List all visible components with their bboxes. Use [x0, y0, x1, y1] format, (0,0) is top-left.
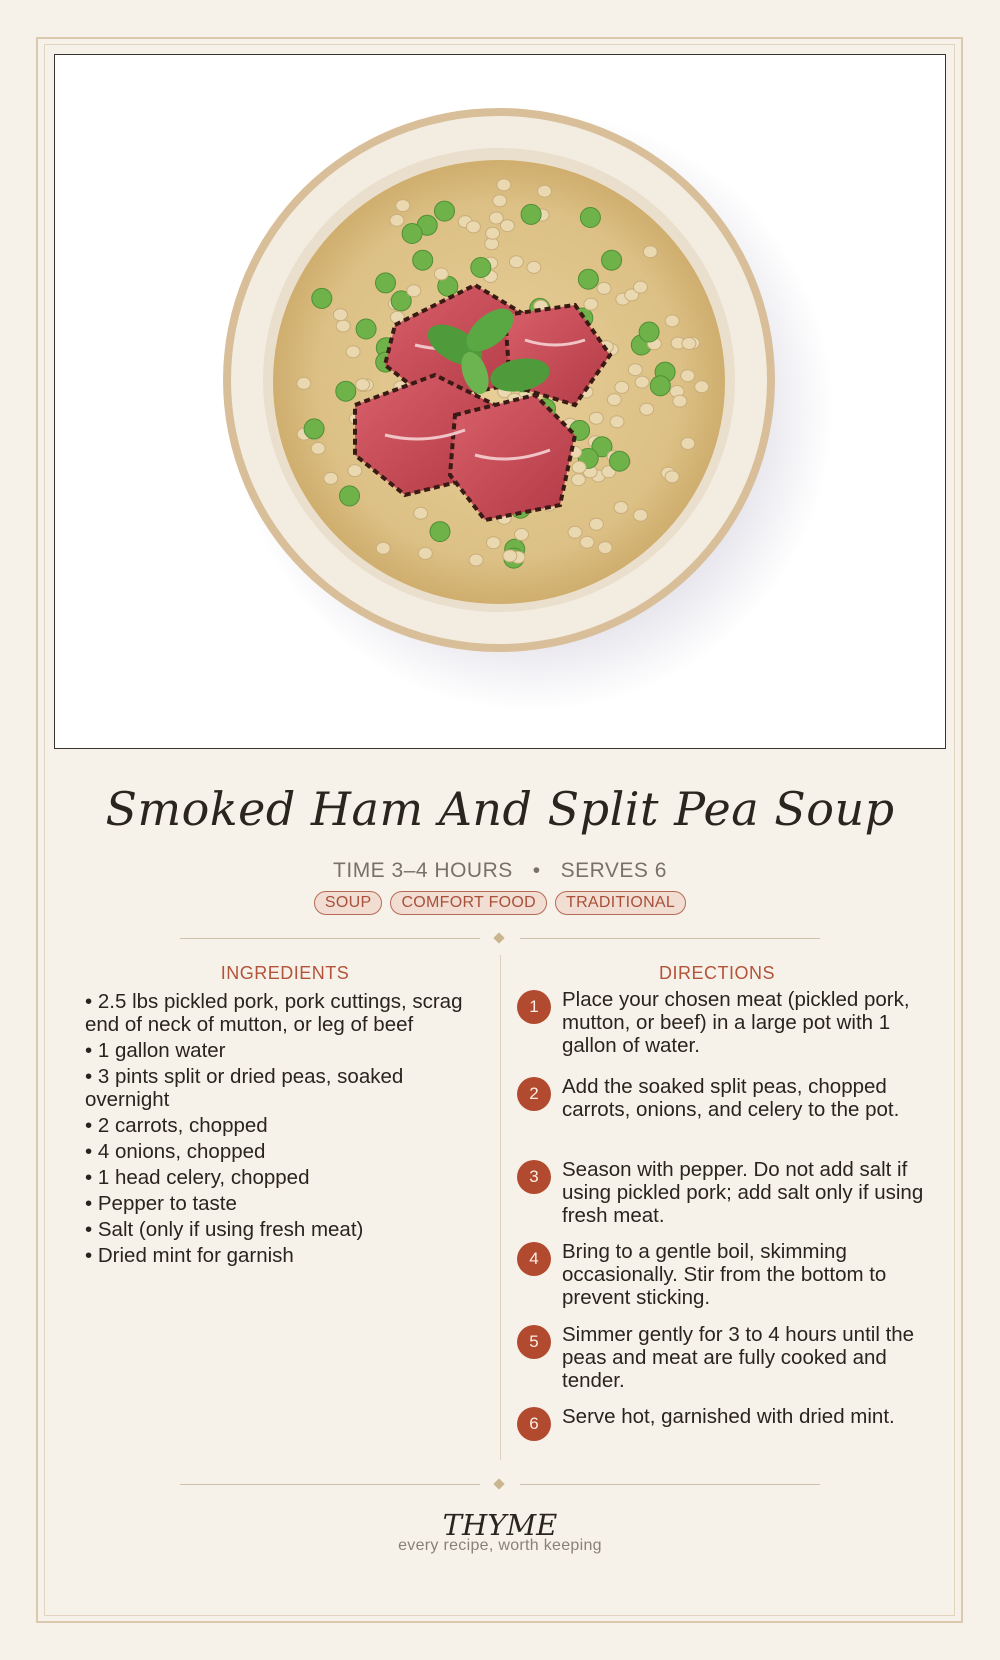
meta-separator: •	[532, 859, 541, 882]
step-text: Place your chosen meat (pickled pork, mutton, or beef) in a large pot with 1 gallon of water.	[562, 988, 910, 1057]
lentil	[346, 346, 360, 358]
lentil	[336, 320, 350, 332]
lentil	[376, 542, 390, 554]
lentil	[643, 246, 657, 258]
lentil	[695, 381, 709, 393]
tag-soup: SOUP	[314, 891, 383, 915]
pea	[580, 208, 600, 228]
ingredient-item: • Dried mint for garnish	[85, 1244, 294, 1267]
soup-illustration	[54, 54, 946, 749]
lentil	[598, 542, 612, 554]
step-number-badge: 2	[517, 1077, 551, 1111]
ingredient-item: • 1 head celery, chopped	[85, 1166, 310, 1189]
pea	[435, 201, 455, 221]
pea	[413, 250, 433, 270]
ingredients-heading: INGREDIENTS	[220, 963, 350, 983]
ingredient-item: • 3 pints split or dried peas, soaked overnight	[85, 1065, 404, 1111]
pea	[639, 322, 659, 342]
ingredient-item: • Salt (only if using fresh meat)	[85, 1218, 364, 1241]
recipe-meta	[0, 859, 1000, 883]
lentil	[414, 507, 428, 519]
lentil	[311, 442, 325, 454]
soup-bowl-image	[55, 55, 946, 749]
brand-logo: THYME	[442, 1508, 558, 1542]
lentil	[628, 364, 642, 376]
ingredient-item: • 1 gallon water	[85, 1039, 226, 1062]
lentil	[497, 179, 511, 191]
pea	[312, 288, 332, 308]
lentil	[584, 298, 598, 310]
recipe-title: Smoked Ham And Split Pea Soup	[105, 782, 895, 836]
ingredients-list	[85, 990, 475, 1270]
lentil	[635, 376, 649, 388]
directions-heading: DIRECTIONS	[658, 963, 775, 983]
lentil	[589, 412, 603, 424]
lentil	[407, 285, 421, 297]
diamond-ornament	[493, 1478, 504, 1489]
lentil	[390, 214, 404, 226]
pea	[356, 319, 376, 339]
bottom-divider	[180, 1478, 820, 1492]
column-divider	[500, 955, 501, 1460]
lentil	[396, 200, 410, 212]
lentil	[634, 509, 648, 521]
lentil	[681, 438, 695, 450]
lentil	[640, 403, 654, 415]
lentil	[607, 394, 621, 406]
lentil	[515, 529, 529, 541]
lentil	[568, 526, 582, 538]
pea	[602, 250, 622, 270]
step-text: Add the soaked split peas, chopped carrots, onions, and celery to the pot.	[562, 1075, 900, 1121]
lentil	[538, 185, 552, 197]
lentil	[597, 282, 611, 294]
pea	[650, 376, 670, 396]
lentil	[486, 537, 500, 549]
ingredient-item: • Pepper to taste	[85, 1192, 237, 1215]
brand-tagline: every recipe, worth keeping	[398, 1537, 602, 1554]
cook-time: TIME 3–4 HOURS	[333, 859, 513, 882]
lentil	[493, 195, 507, 207]
diamond-ornament	[493, 932, 504, 943]
step-number-badge: 3	[517, 1160, 551, 1194]
pea	[578, 269, 598, 289]
lentil	[509, 256, 523, 268]
pea	[471, 258, 491, 278]
step-number-badge: 6	[517, 1407, 551, 1441]
top-divider	[180, 932, 820, 946]
lentil	[333, 309, 347, 321]
lentil	[297, 377, 311, 389]
tag-comfort-food: COMFORT FOOD	[390, 891, 547, 915]
tag-traditional: TRADITIONAL	[555, 891, 686, 915]
step-text: Simmer gently for 3 to 4 hours until the peas and meat are fully cooked and tender.	[562, 1323, 915, 1392]
lentil	[356, 379, 370, 391]
step-number-badge: 4	[517, 1242, 551, 1276]
pea	[336, 381, 356, 401]
pea	[610, 451, 630, 471]
pea	[402, 224, 422, 244]
lentil	[571, 474, 585, 486]
pea	[304, 419, 324, 439]
lentil	[610, 416, 624, 428]
lentil	[503, 550, 517, 562]
lentil	[634, 281, 648, 293]
lentil	[527, 261, 541, 273]
tag-list	[0, 891, 1000, 915]
lentil	[614, 502, 628, 514]
ingredient-item: • 2.5 lbs pickled pork, pork cuttings, scrag end of neck of mutton, or leg of beef	[85, 990, 463, 1036]
lentil	[673, 395, 687, 407]
step-text: Bring to a gentle boil, skimming occasionally. Stir from the bottom to prevent sticking.	[562, 1240, 887, 1309]
lentil	[681, 370, 695, 382]
lentil	[324, 472, 338, 484]
lentil	[466, 221, 480, 233]
lentil	[682, 338, 696, 350]
servings: SERVES 6	[560, 859, 667, 882]
lentil	[500, 220, 514, 232]
lentil	[348, 465, 362, 477]
step-number-badge: 1	[517, 990, 551, 1024]
lentil	[572, 461, 586, 473]
lentil	[580, 536, 594, 548]
lentil	[434, 268, 448, 280]
lentil	[486, 227, 500, 239]
lentil	[418, 547, 432, 559]
ingredient-item: • 4 onions, chopped	[85, 1140, 266, 1163]
lentil	[665, 471, 679, 483]
lentil	[615, 381, 629, 393]
pea	[521, 204, 541, 224]
step-text: Season with pepper. Do not add salt if using pickled pork; add salt only if using fresh meat.	[562, 1158, 924, 1227]
lentil	[589, 518, 603, 530]
pea	[430, 522, 450, 542]
step-text: Serve hot, garnished with dried mint.	[562, 1405, 895, 1428]
step-number-badge: 5	[517, 1325, 551, 1359]
pea	[340, 486, 360, 506]
pea	[376, 273, 396, 293]
lentil	[665, 315, 679, 327]
ingredient-item: • 2 carrots, chopped	[85, 1114, 268, 1137]
lentil	[469, 554, 483, 566]
